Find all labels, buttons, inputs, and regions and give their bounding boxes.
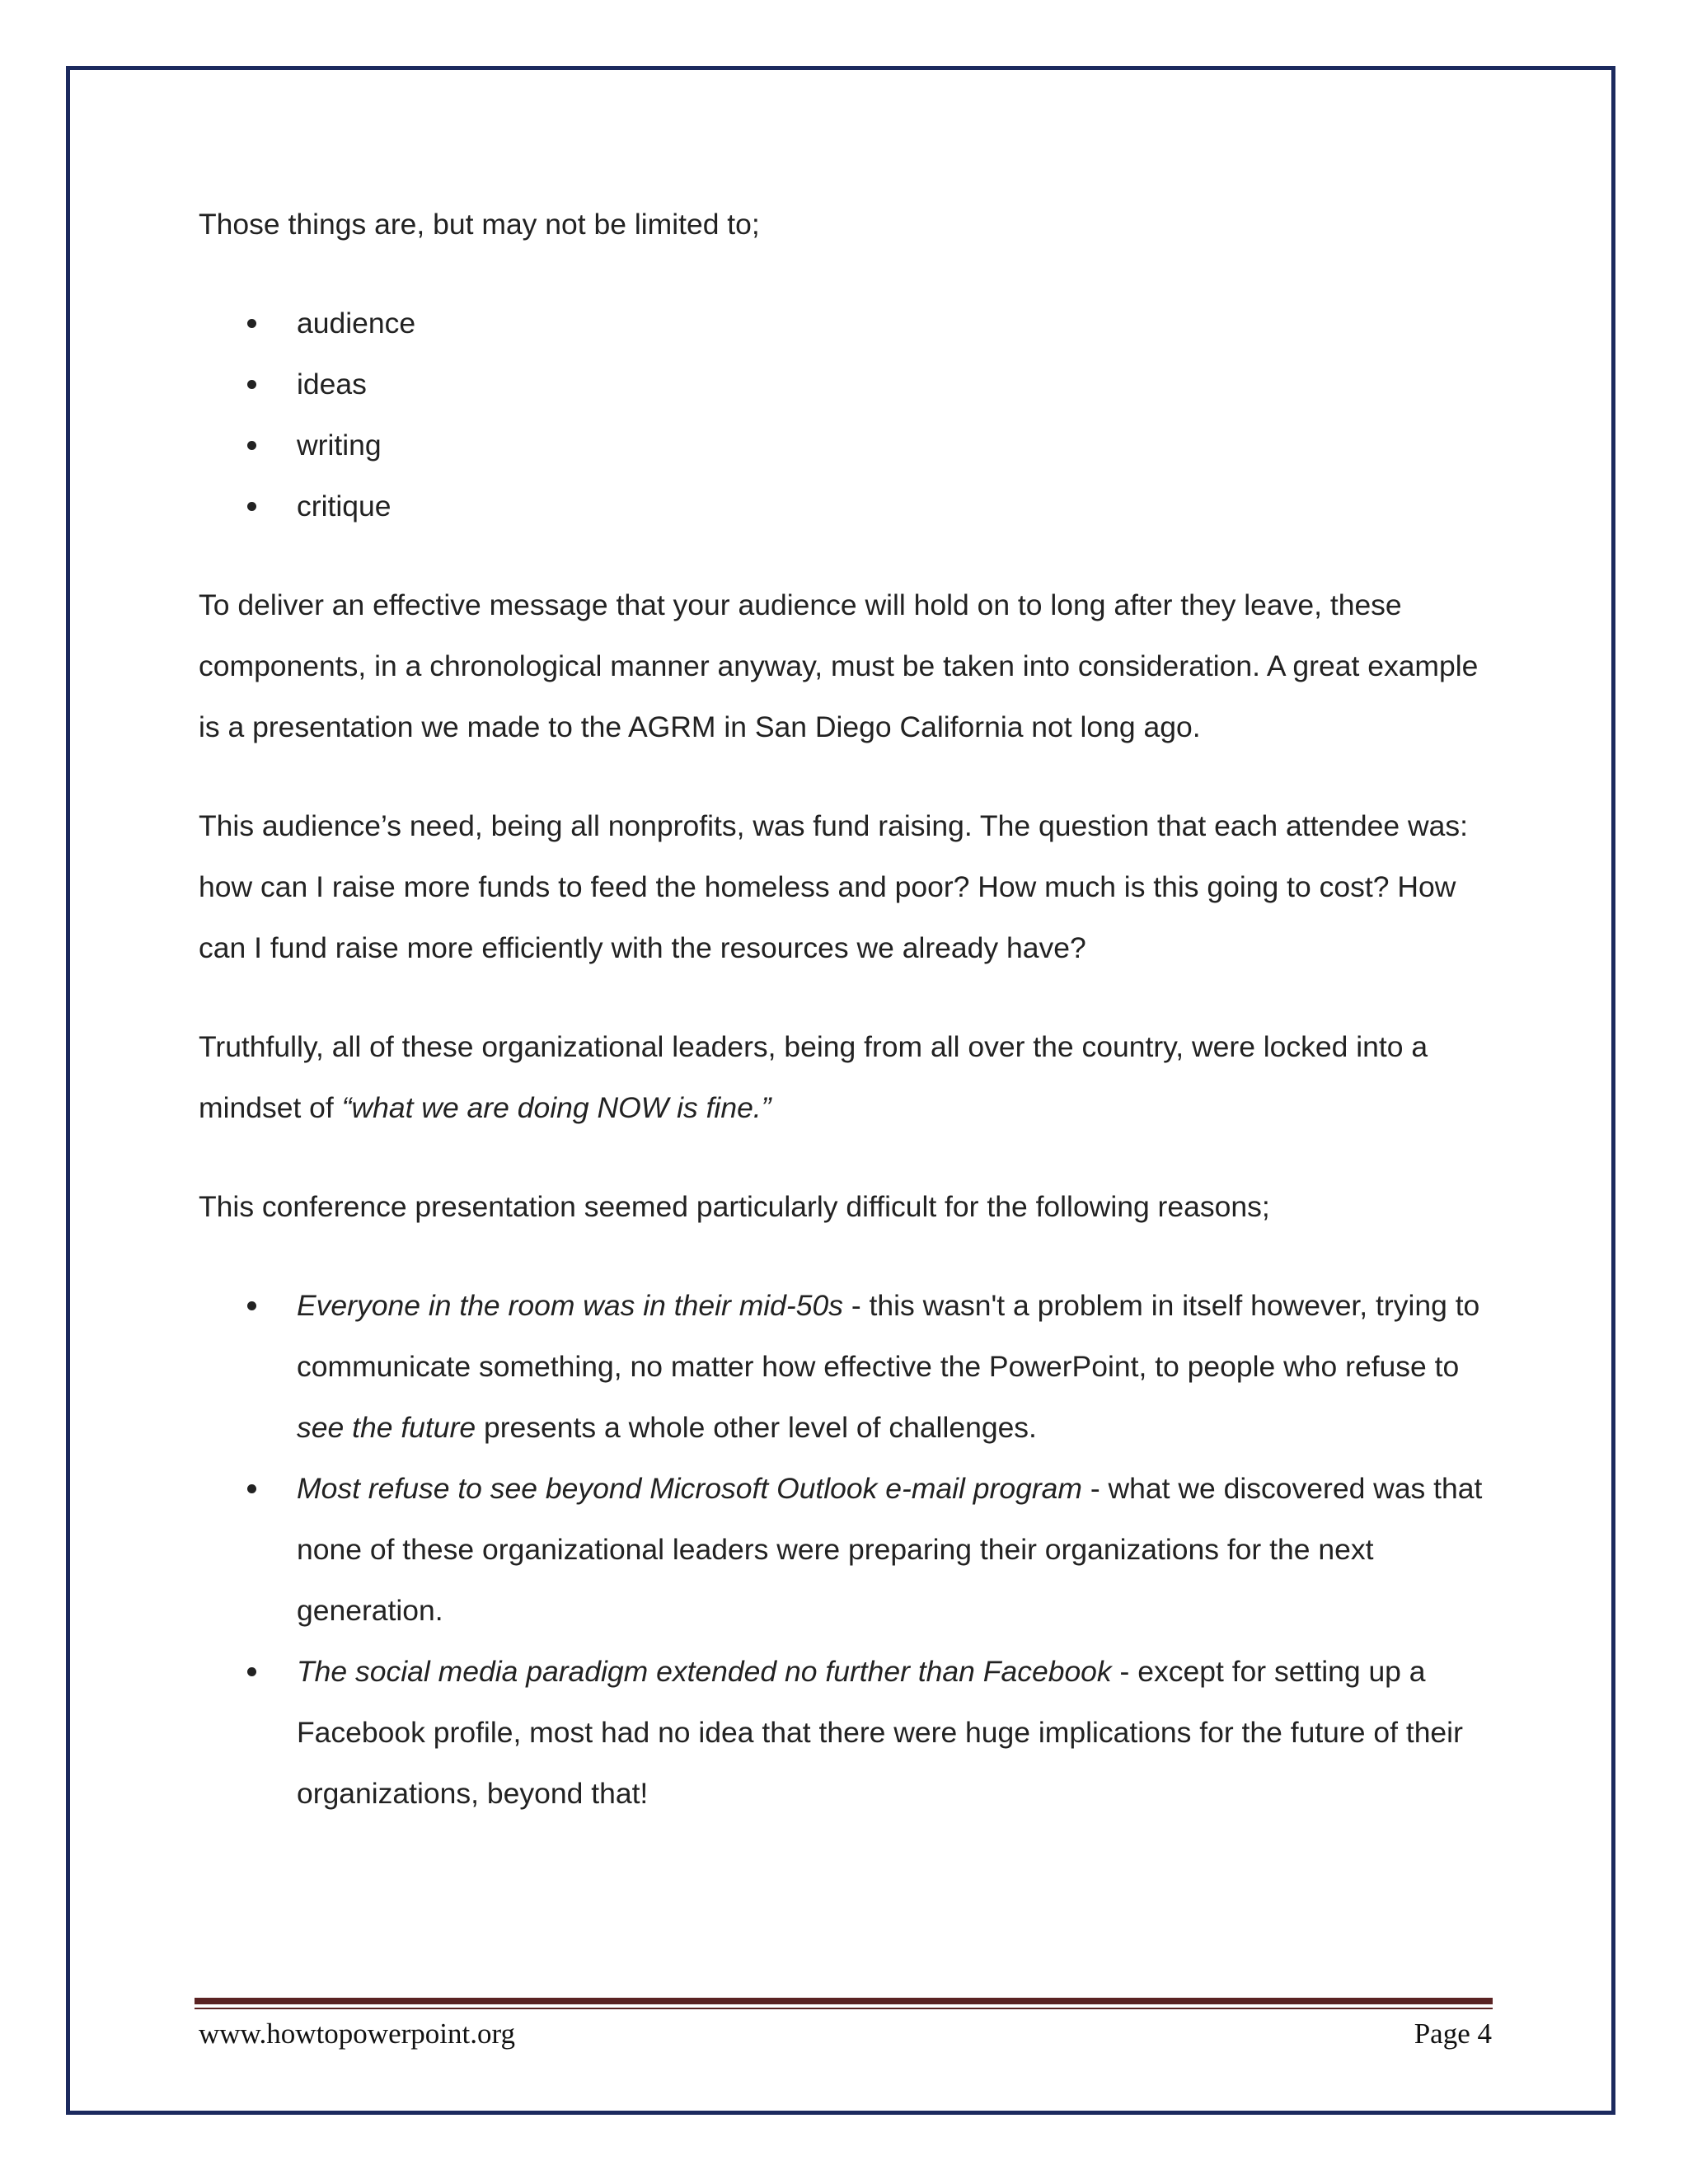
document-body [199,194,1497,1862]
list-item: The social media paradigm extended no further than Facebook - except for setting up a Facebook profile, most had no idea that there were huge implications for the future of their organizations, beyond that! [199,1641,1497,1824]
list-item: ideas [199,354,1497,415]
paragraph-mindset: Truthfully, all of these organizational leaders, being from all over the country, were locked into a mindset of “what we are doing NOW is fine.” [199,1030,1428,1124]
bullet-icon [247,380,256,389]
intro-paragraph: Those things are, but may not be limited to; [199,208,760,241]
footer-rule [195,1998,1493,2004]
footer-url: www.howtopowerpoint.org [199,2018,515,2050]
bullet-icon [247,1301,256,1310]
footer-rule-thin [195,2008,1493,2009]
reasons-list [199,1275,1497,1824]
bullet-icon [247,441,256,450]
list-item: Everyone in the room was in their mid-50s - this wasn't a problem in itself however, trying to communicate something, no matter how effective the PowerPoint, to people who refuse to see the future presents a whole other level of challenges. [199,1275,1497,1458]
bullet-icon [247,502,256,511]
bullet-icon [247,1667,256,1676]
paragraph-audience-need: This audience’s need, being all nonprofits, was fund raising. The question that each attendee was: how can I raise more funds to feed the homeless and poor? How much is this going to cost? How can I fund raise more efficiently with the resources we already have? [199,809,1469,964]
paragraph-reasons-intro: This conference presentation seemed particularly difficult for the following reasons; [199,1190,1270,1223]
list-item: Most refuse to see beyond Microsoft Outlook e-mail program - what we discovered was that none of these organizational leaders were preparing their organizations for the next generation. [199,1458,1497,1641]
list-item: writing [199,415,1497,476]
mindset-quote: “what we are doing NOW is fine.” [341,1091,771,1124]
bullet-icon [247,1484,256,1493]
list-item: critique [199,476,1497,537]
paragraph-effective-message: To deliver an effective message that your audience will hold on to long after they leave, these components, in a chronological manner anyway, must be taken into consideration. A great example is a presentation we made to the AGRM in San Diego California not long ago. [199,588,1479,743]
topics-list [199,293,1497,537]
page-number: Page 4 [1414,2018,1492,2050]
bullet-icon [247,319,256,328]
list-item: audience [199,293,1497,354]
